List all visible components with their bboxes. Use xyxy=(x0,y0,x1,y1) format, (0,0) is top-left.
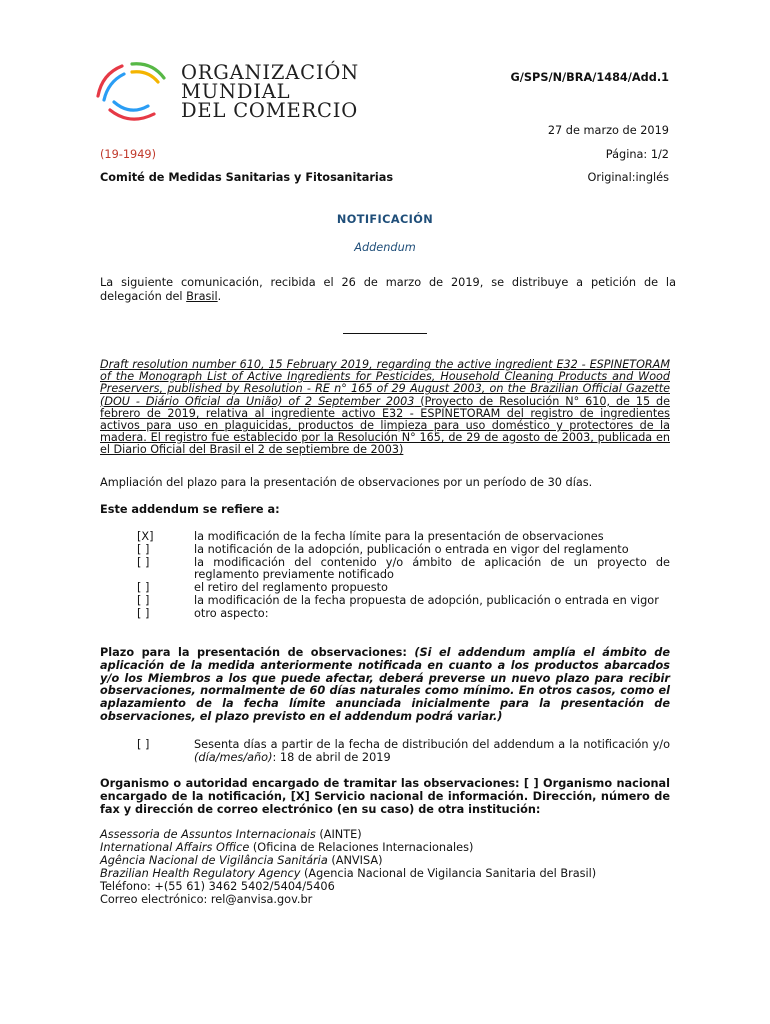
checklist-text: el retiro del reglamento propuesto xyxy=(194,581,388,595)
checklist-text: la notificación de la adopción, publicación o entrada en vigor del reglamento xyxy=(194,542,629,556)
org-line-2: MUNDIAL xyxy=(181,80,291,103)
separator-line xyxy=(343,333,427,334)
contact-italic: Brazilian Health Regulatory Agency xyxy=(100,866,301,880)
contact-italic: Agência Nacional de Vigilância Sanitária xyxy=(100,853,328,867)
agency-paragraph: Organismo o autoridad encargado de tramitar las observaciones: [ ] Organismo nacional encargado de la notificación, [X] Servicio nacional de información. Dirección, número de fax y dirección de correo electrónico (en su caso) de otra institución: xyxy=(100,777,670,816)
checkbox-marker: [ ] xyxy=(137,555,150,569)
organization-name xyxy=(181,63,359,120)
committee-name: Comité de Medidas Sanitarias y Fitosanitarias xyxy=(100,171,394,184)
checkbox-marker: [ ] xyxy=(137,606,150,620)
document-date: 27 de marzo de 2019 xyxy=(547,124,669,137)
checkbox-marker: [X] xyxy=(137,530,154,543)
checkbox-marker: [ ] xyxy=(137,542,150,556)
extension-text: Ampliación del plazo para la presentación de observaciones por un período de 30 días. xyxy=(100,476,593,489)
intro-paragraph xyxy=(100,276,676,303)
deadline-date: : 18 de abril de 2019 xyxy=(272,751,391,764)
contact-block xyxy=(100,829,596,906)
document-title-es: (Proyecto de Resolución N° 610, de 15 de febrero de 2019, relativa al ingrediente activo E32 - ESPINETORAM del registro de ingredientes activos para uso en plaguicidas, productos de limpieza para uso doméstico y protectores de la madera. El registro fue establecido por la Resolución N° 165, de 29 de agosto de 2003, publicada en el Diario Oficial del Brasil el 2 de septiembre de 2003) xyxy=(100,394,670,457)
contact-email: Correo electrónico: rel@anvisa.gov.br xyxy=(100,892,313,906)
document-title-en: Draft resolution number 610, 15 February 2019, regarding the active ingredient E32 - ESPINETORAM of the Monograph List of Active Ingredients for Pesticides, Household Cleaning Products and Wood Preservers, published by Resolution - RE n° 165 of 29 August 2003, on the Brazilian Official Gazette (DOU - Diário Oficial da União) of 2 September 2003 xyxy=(100,358,670,408)
intro-country: Brasil xyxy=(186,289,218,303)
checkbox-marker: [ ] xyxy=(137,581,150,595)
page-subtitle: Addendum xyxy=(354,241,416,254)
intro-end: . xyxy=(217,289,222,303)
document-reference: (19-1949) xyxy=(100,148,157,161)
checklist-item xyxy=(137,531,670,544)
deadline-note: (Si el addendum amplía el ámbito de aplicación de la medida anteriormente notificada en cuanto a los productos abarcados y/o los Miembros a los que puede afectar, deberá preverse un nuevo plazo para recibir observaciones, normalmente de 60 días naturales como mínimo. En otros casos, como el aplazamiento de la fecha límite anunciada inicialmente para la presentación de observaciones, el plazo previsto en el addendum podrá variar.) xyxy=(100,646,670,723)
checkbox-marker: [ ] xyxy=(137,738,150,751)
checklist-text: otro aspecto: xyxy=(194,606,269,620)
deadline-paragraph xyxy=(100,647,670,724)
deadline-label: Plazo para la presentación de observaciones: xyxy=(100,646,415,659)
checklist-item xyxy=(137,544,670,557)
addendum-checklist xyxy=(137,531,670,621)
contact-plain: (ANVISA) xyxy=(327,853,383,867)
contact-plain: (Oficina de Relaciones Internacionales) xyxy=(249,840,474,854)
wto-logo-icon xyxy=(92,56,182,128)
contact-italic: Assessoria de Assuntos Internacionais xyxy=(100,828,316,841)
document-title xyxy=(100,359,670,457)
page-title: NOTIFICACIÓN xyxy=(336,213,434,226)
checklist-item xyxy=(137,608,670,621)
org-line-1: ORGANIZACIÓN xyxy=(181,61,359,84)
document-symbol: G/SPS/N/BRA/1484/Add.1 xyxy=(510,71,669,84)
checklist-item xyxy=(137,557,670,583)
contact-line xyxy=(100,894,596,907)
contact-italic: International Affairs Office xyxy=(100,840,250,854)
checklist-item xyxy=(137,595,670,608)
deadline-option-text xyxy=(194,738,670,764)
checklist-text: la modificación de la fecha propuesta de adopción, publicación o entrada en vigor xyxy=(194,593,659,607)
deadline-date-format: (día/mes/año) xyxy=(194,751,273,764)
deadline-option-main: Sesenta días a partir de la fecha de distribución del addendum a la notificación y/o xyxy=(194,738,670,751)
intro-text: La siguiente comunicación, recibida el 26 de marzo de 2019, se distribuye a petición de la delegación del xyxy=(100,276,676,303)
checkbox-marker: [ ] xyxy=(137,593,150,607)
checklist-text: la modificación de la fecha límite para la presentación de observaciones xyxy=(194,530,604,543)
original-language: Original:inglés xyxy=(587,171,669,184)
refers-label: Este addendum se refiere a: xyxy=(100,503,280,516)
page-number: Página: 1/2 xyxy=(605,148,669,161)
deadline-option xyxy=(137,738,670,764)
org-line-3: DEL COMERCIO xyxy=(181,99,359,122)
contact-plain: (Agencia Nacional de Vigilancia Sanitaria del Brasil) xyxy=(300,866,597,880)
contact-phone: Teléfono: +(55 61) 3462 5402/5404/5406 xyxy=(100,879,335,893)
contact-plain: (AINTE) xyxy=(315,828,362,841)
checklist-text: la modificación del contenido y/o ámbito de aplicación de un proyecto de reglamento previamente notificado xyxy=(194,555,670,582)
